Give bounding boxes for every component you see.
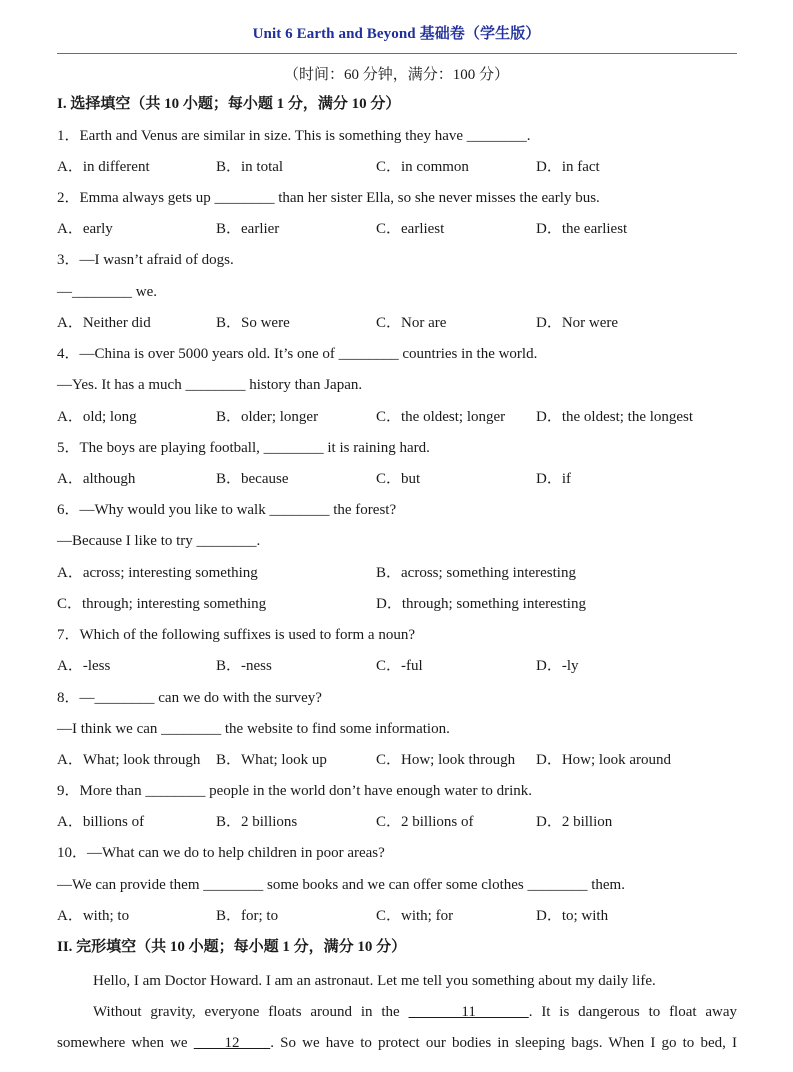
q9-option-b[interactable]: B．2 billions: [216, 814, 298, 830]
section1-heading: I. 选择填空（共 10 小题；每小题 1 分，满分 10 分）: [57, 96, 401, 112]
q4-option-b[interactable]: B．older; longer: [216, 409, 319, 425]
header-rule: [57, 53, 737, 54]
question-3-stem-2: —________ we.: [57, 284, 157, 300]
q8-option-b[interactable]: B．What; look up: [216, 752, 327, 768]
question-4-stem: 4．—China is over 5000 years old. It’s one of ________ countries in the world.: [57, 346, 538, 362]
q7-option-c[interactable]: C．-ful: [376, 658, 423, 674]
cloze-blank-12[interactable]: 12: [193, 1035, 271, 1051]
cloze-paragraph-1: Hello, I am Doctor Howard. I am an astronaut. Let me tell you something about my daily life.: [93, 973, 656, 989]
q1-option-b[interactable]: B．in total: [216, 159, 284, 175]
q7-option-a[interactable]: A．-less: [57, 658, 111, 674]
q2-option-c[interactable]: C．earliest: [376, 221, 445, 237]
q3-option-c[interactable]: C．Nor are: [376, 315, 447, 331]
cloze-paragraph-2: [93, 1002, 737, 1022]
question-6-stem: 6．—Why would you like to walk ________ the forest?: [57, 502, 397, 518]
q8-option-d[interactable]: D．How; look around: [536, 752, 671, 768]
cloze-text: . It is dangerous to float away: [528, 1004, 738, 1020]
question-8-stem: 8．—________ can we do with the survey?: [57, 690, 322, 706]
time-score-info: （时间：60 分钟，满分：100 分）: [283, 67, 509, 83]
q5-option-b[interactable]: B．because: [216, 471, 289, 487]
q5-option-c[interactable]: C．but: [376, 471, 421, 487]
q8-option-c[interactable]: C．How; look through: [376, 752, 516, 768]
q1-option-c[interactable]: C．in common: [376, 159, 469, 175]
q4-option-d[interactable]: D．the oldest; the longest: [536, 409, 694, 425]
q3-option-d[interactable]: D．Nor were: [536, 315, 619, 331]
q2-option-d[interactable]: D．the earliest: [536, 221, 628, 237]
question-10-stem-2: —We can provide them ________ some books and we can offer some clothes ________ them.: [57, 877, 625, 893]
question-3-stem: 3．—I wasn’t afraid of dogs.: [57, 252, 234, 268]
q3-option-a[interactable]: A．Neither did: [57, 315, 151, 331]
cloze-text: somewhere when we: [57, 1035, 188, 1051]
cloze-text: . So we have to protect our bodies in sleeping bags. When I go to bed, I: [270, 1035, 738, 1051]
q6-option-a[interactable]: A．across; interesting something: [57, 565, 258, 581]
question-5-stem: 5．The boys are playing football, ________ it is raining hard.: [57, 440, 430, 456]
q1-option-d[interactable]: D．in fact: [536, 159, 600, 175]
question-9-stem: 9．More than ________ people in the world don’t have enough water to drink.: [57, 783, 533, 799]
q1-option-a[interactable]: A．in different: [57, 159, 150, 175]
q6-option-d[interactable]: D．through; something interesting: [376, 596, 586, 612]
cloze-text: Without gravity, everyone floats around in the: [93, 1004, 400, 1020]
cloze-blank-11[interactable]: 11: [408, 1004, 529, 1020]
question-1-stem: 1．Earth and Venus are similar in size. This is something they have ________.: [57, 128, 531, 144]
question-6-stem-2: —Because I like to try ________.: [57, 533, 261, 549]
q10-option-d[interactable]: D．to; with: [536, 908, 609, 924]
q9-option-d[interactable]: D．2 billion: [536, 814, 613, 830]
cloze-paragraph-2-cont: [57, 1033, 737, 1053]
q2-option-b[interactable]: B．earlier: [216, 221, 280, 237]
q9-option-a[interactable]: A．billions of: [57, 814, 145, 830]
q7-option-d[interactable]: D．-ly: [536, 658, 579, 674]
question-7-stem: 7．Which of the following suffixes is used to form a noun?: [57, 627, 415, 643]
document-title: Unit 6 Earth and Beyond 基础卷（学生版）: [252, 26, 541, 42]
question-2-stem: 2．Emma always gets up ________ than her sister Ella, so she never misses the early bus.: [57, 190, 600, 206]
section2-heading: II. 完形填空（共 10 小题；每小题 1 分，满分 10 分）: [57, 939, 407, 955]
q9-option-c[interactable]: C．2 billions of: [376, 814, 474, 830]
q5-option-a[interactable]: A．although: [57, 471, 136, 487]
question-10-stem: 10．—What can we do to help children in poor areas?: [57, 845, 385, 861]
q8-option-a[interactable]: A．What; look through: [57, 752, 201, 768]
q4-option-c[interactable]: C．the oldest; longer: [376, 409, 506, 425]
q6-option-c[interactable]: C．through; interesting something: [57, 596, 267, 612]
q5-option-d[interactable]: D．if: [536, 471, 571, 487]
q6-option-b[interactable]: B．across; something interesting: [376, 565, 576, 581]
question-4-stem-2: —Yes. It has a much ________ history than Japan.: [57, 377, 363, 393]
q10-option-b[interactable]: B．for; to: [216, 908, 279, 924]
question-8-stem-2: —I think we can ________ the website to find some information.: [57, 721, 450, 737]
q3-option-b[interactable]: B．So were: [216, 315, 290, 331]
q10-option-c[interactable]: C．with; for: [376, 908, 454, 924]
q7-option-b[interactable]: B．-ness: [216, 658, 272, 674]
q4-option-a[interactable]: A．old; long: [57, 409, 137, 425]
q10-option-a[interactable]: A．with; to: [57, 908, 130, 924]
q2-option-a[interactable]: A．early: [57, 221, 113, 237]
